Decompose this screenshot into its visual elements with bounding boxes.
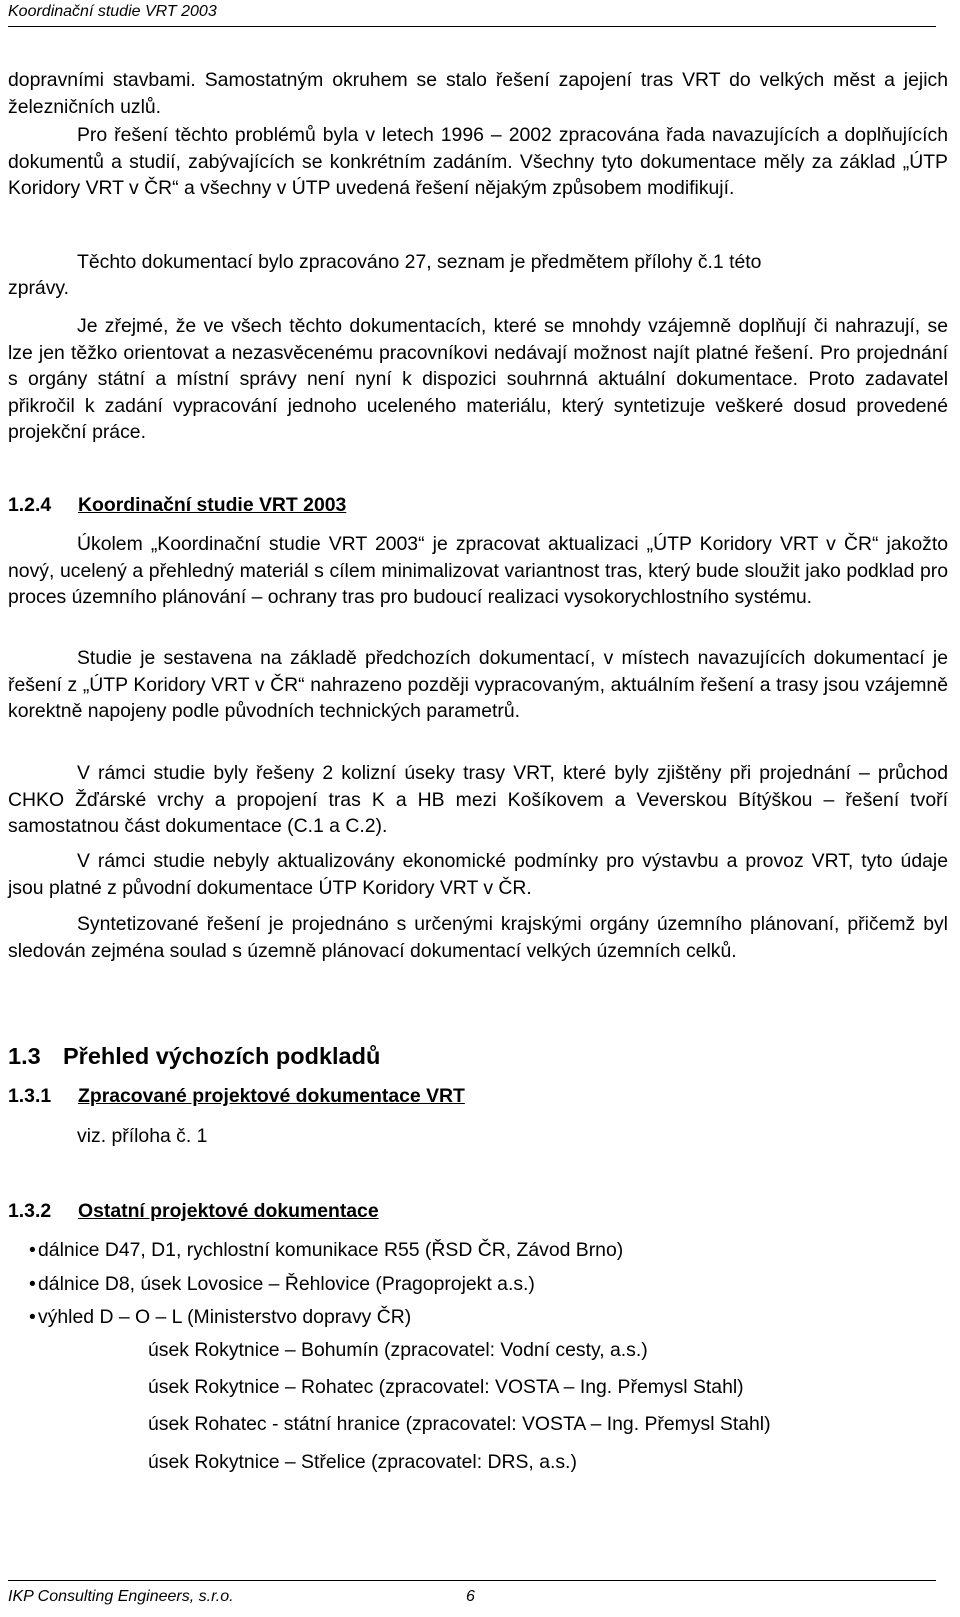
- header-title: Koordinační studie VRT 2003: [8, 3, 217, 20]
- paragraph-3b: zprávy.: [8, 277, 70, 299]
- heading-number: 1.3.2: [8, 1200, 52, 1222]
- sub-item: úsek Rokytnice – Bohumín (zpracovatel: Vodní cesty, a.s.): [148, 1339, 648, 1361]
- heading-number: 1.3: [8, 1043, 41, 1069]
- paragraph-9: Syntetizované řešení je projednáno s určenými krajskými orgány územního plánovaní, přičemž byl sledován zejména soulad s územně plánovací dokumentací velkých územních celků.: [8, 913, 948, 962]
- paragraph-7: V rámci studie byly řešeny 2 kolizní úseky trasy VRT, které byly zjištěny při projednání – průchod CHKO Žďárské vrchy a propojení tras K a HB mezi Košíkovem a Veverskou Bítýškou – řešení tvoří samostatnou část dokumentace (C.1 a C.2).: [8, 762, 948, 837]
- paragraph-8: V rámci studie nebyly aktualizovány ekonomické podmínky pro výstavbu a provoz VRT, tyto údaje jsou platné z původní dokumentace ÚTP Koridory VRT v ČR.: [8, 850, 948, 899]
- paragraph-2: Pro řešení těchto problémů byla v letech 1996 – 2002 zpracována řada navazujících a doplňujících dokumentů a studií, zabývajících se konkrétním zadáním. Všechny tyto dokumentace měly za základ „ÚTP Koridory VRT v ČR“ a všechny v ÚTP uvedená řešení nějakým způsobem modifikují.: [8, 124, 948, 199]
- heading-number: 1.2.4: [8, 494, 52, 516]
- bullet-item: •dálnice D8, úsek Lovosice – Řehlovice (Pragoprojekt a.s.): [8, 1271, 535, 1297]
- bullet-item: •výhled D – O – L (Ministerstvo dopravy ČR): [8, 1304, 411, 1330]
- heading-title: Zpracované projektové dokumentace VRT: [78, 1085, 465, 1107]
- footer-company: IKP Consulting Engineers, s.r.o.: [8, 1588, 234, 1605]
- heading-number: 1.3.1: [8, 1085, 52, 1107]
- page-footer: [8, 1580, 936, 1611]
- heading-1-3-1: [8, 1083, 465, 1109]
- paragraph-5: Úkolem „Koordinační studie VRT 2003“ je zpracovat aktualizaci „ÚTP Koridory VRT v ČR“ jakožto nový, ucelený a přehledný materiál s cílem minimalizovat variantnost tras, který bude sloužit jako podklad pro proces územního plánování – ochrany tras pro budoucí realizaci vysokorychlostního systému.: [8, 533, 948, 608]
- reference-text: viz. příloha č. 1: [77, 1125, 208, 1147]
- page-number: 6: [466, 1588, 475, 1605]
- paragraph-4: Je zřejmé, že ve všech těchto dokumentacích, které se mnohdy vzájemně doplňují či nahrazují, se lze jen těžko orientovat a nezasvěcenému pracovníkovi nedávají možnost najít platné řešení. Pro projednání s orgány státní a místní správy není nyní k dispozici souhrnná aktuální dokumentace. Proto zadavatel přikročil k zadání vypracování jednoho uceleného materiálu, který syntetizuje veškeré dosud provedené projekční práce.: [8, 315, 948, 443]
- bullet-item: •dálnice D47, D1, rychlostní komunikace R55 (ŘSD ČR, Závod Brno): [8, 1237, 623, 1263]
- heading-1-3-2: [8, 1198, 379, 1224]
- page-header: [8, 2, 936, 27]
- paragraph-3a: Těchto dokumentací bylo zpracováno 27, seznam je předmětem přílohy č.1 této: [77, 251, 762, 273]
- bullet-icon: [8, 1237, 38, 1263]
- heading-title: Koordinační studie VRT 2003: [78, 494, 347, 516]
- heading-title: Přehled výchozích podkladů: [63, 1043, 381, 1069]
- sub-item: úsek Rokytnice – Střelice (zpracovatel: DRS, a.s.): [148, 1451, 577, 1473]
- bullet-icon: [8, 1271, 38, 1297]
- paragraph-1: dopravními stavbami. Samostatným okruhem se stalo řešení zapojení tras VRT do velkých měst a jejich železničních uzlů.: [8, 69, 948, 118]
- heading-title: Ostatní projektové dokumentace: [78, 1200, 379, 1222]
- sub-item: úsek Rokytnice – Rohatec (zpracovatel: VOSTA – Ing. Přemysl Stahl): [148, 1376, 744, 1398]
- heading-1-3: [8, 1041, 380, 1071]
- sub-item: úsek Rohatec - státní hranice (zpracovatel: VOSTA – Ing. Přemysl Stahl): [148, 1413, 771, 1435]
- bullet-icon: [8, 1304, 38, 1330]
- heading-1-2-4: [8, 492, 346, 518]
- paragraph-6: Studie je sestavena na základě předchozích dokumentací, v místech navazujících dokumentací je řešení z „ÚTP Koridory VRT v ČR“ nahrazeno později vypracovaným, aktuálním řešení a trasy jsou vzájemně korektně napojeny podle původních technických parametrů.: [8, 647, 948, 722]
